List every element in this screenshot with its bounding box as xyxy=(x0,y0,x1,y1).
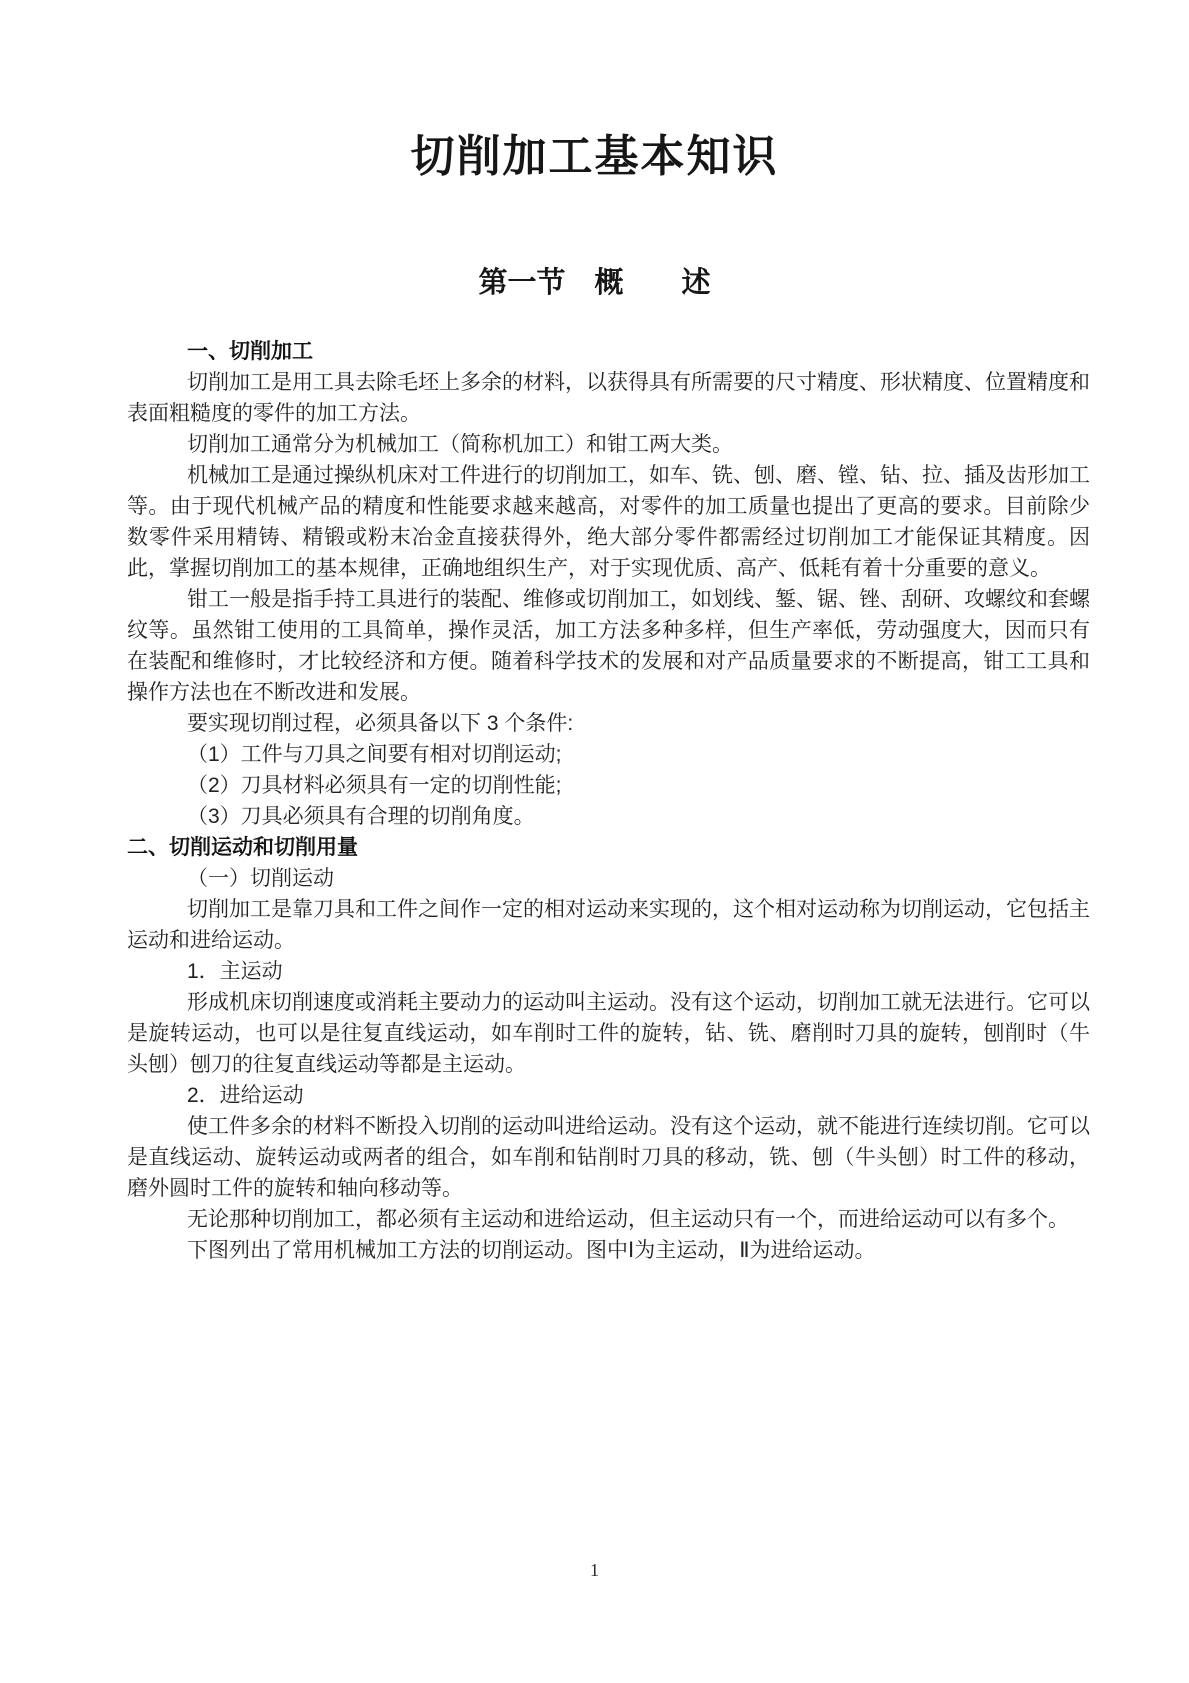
list-item-condition-2: （2）刀具材料必须具有一定的切削性能; xyxy=(187,774,562,797)
list-item-condition-1: （1）工件与刀具之间要有相对切削运动; xyxy=(187,743,562,766)
subheading-cutting-motion: （一）切削运动 xyxy=(187,867,334,890)
paragraph: 切削加工是靠刀具和工件之间作一定的相对运动来实现的，这个相对运动称为切削运动，它包括主运动和进给运动。 xyxy=(127,898,1090,952)
heading-1-cutting-machining: 一、切削加工 xyxy=(187,340,313,363)
subheading-feed-motion: 2．进给运动 xyxy=(187,1084,304,1107)
paragraph-figure-reference: 下图列出了常用机械加工方法的切削运动。图中Ⅰ为主运动，Ⅱ为进给运动。 xyxy=(187,1239,876,1262)
heading-2-cutting-motion-and-parameters: 二、切削运动和切削用量 xyxy=(127,836,358,859)
body-text xyxy=(127,336,1090,1266)
paragraph-conditions-intro: 要实现切削过程，必须具备以下 3 个条件: xyxy=(187,712,574,735)
document-title: 切削加工基本知识 xyxy=(410,132,779,181)
paragraph: 切削加工通常分为机械加工（简称机加工）和钳工两大类。 xyxy=(187,433,733,456)
paragraph: 使工件多余的材料不断投入切削的运动叫进给运动。没有这个运动，就不能进行连续切削。它可以是直线运动、旋转运动或两者的组合，如车削和钻削时刀具的移动，铣、刨（牛头刨）时工件的移动，磨外圆时工件的旋转和轴向移动等。 xyxy=(127,1115,1090,1200)
paragraph: 无论那种切削加工，都必须有主运动和进给运动，但主运动只有一个，而进给运动可以有多个。 xyxy=(187,1208,1069,1231)
paragraph: 形成机床切削速度或消耗主要动力的运动叫主运动。没有这个运动，切削加工就无法进行。它可以是旋转运动，也可以是往复直线运动，如车削时工件的旋转，钻、铣、磨削时刀具的旋转，刨削时（牛头刨）刨刀的往复直线运动等都是主运动。 xyxy=(127,991,1090,1076)
subheading-primary-motion: 1．主运动 xyxy=(187,960,283,983)
paragraph: 机械加工是通过操纵机床对工件进行的切削加工，如车、铣、刨、磨、镗、钻、拉、插及齿形加工等。由于现代机械产品的精度和性能要求越来越高，对零件的加工质量也提出了更高的要求。目前除少数零件采用精铸、精锻或粉末冶金直接获得外，绝大部分零件都需经过切削加工才能保证其精度。因此，掌握切削加工的基本规律，正确地组织生产，对于实现优质、高产、低耗有着十分重要的意义。 xyxy=(127,464,1090,580)
paragraph: 钳工一般是指手持工具进行的装配、维修或切削加工，如划线、錾、锯、锉、刮研、攻螺纹和套螺纹等。虽然钳工使用的工具简单，操作灵活，加工方法多种多样，但生产率低，劳动强度大，因而只有在装配和维修时，才比较经济和方便。随着科学技术的发展和对产品质量要求的不断提高，钳工工具和操作方法也在不断改进和发展。 xyxy=(127,588,1090,704)
page-number: 1 xyxy=(590,1560,599,1580)
list-item-condition-3: （3）刀具必须具有合理的切削角度。 xyxy=(187,805,535,828)
paragraph: 切削加工是用工具去除毛坯上多余的材料，以获得具有所需要的尺寸精度、形状精度、位置精度和表面粗糙度的零件的加工方法。 xyxy=(127,371,1090,425)
section-heading: 第一节 概 述 xyxy=(478,267,711,300)
